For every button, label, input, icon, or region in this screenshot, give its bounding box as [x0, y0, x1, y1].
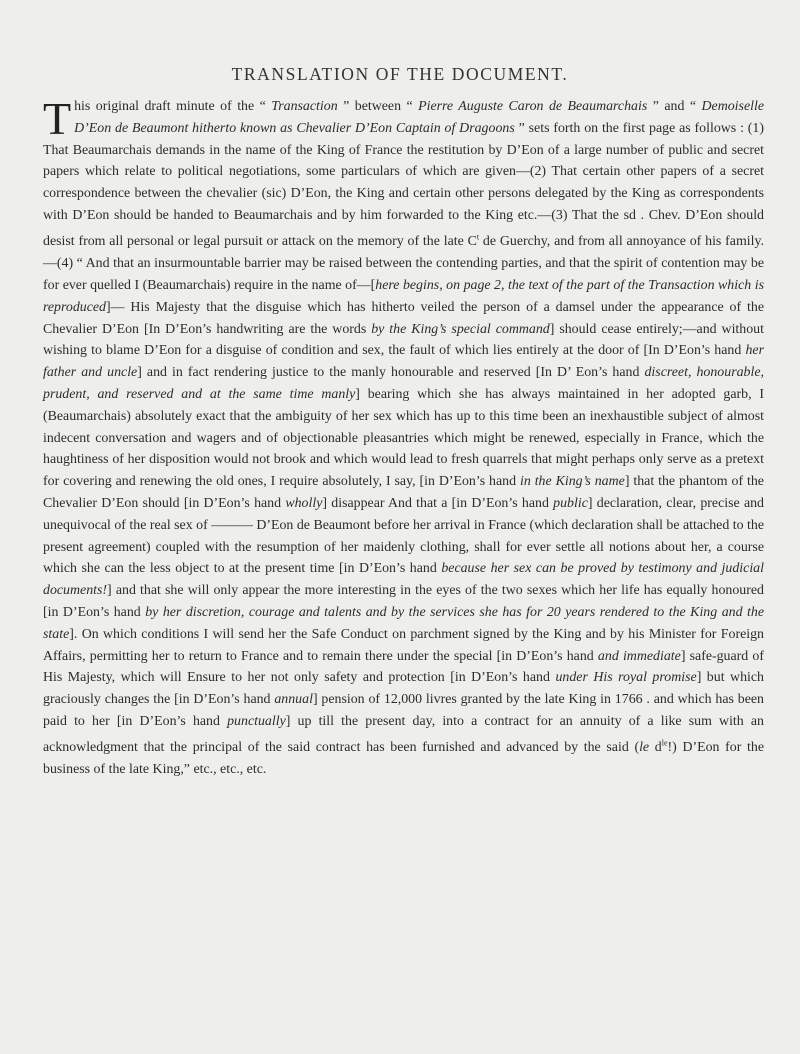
text-run: ” between “: [337, 99, 419, 114]
text-run: his original draft minute of the “: [74, 99, 272, 114]
text-run: ] and in fact rendering justice to the manly honourable and reserved [In D’ Eon’s hand: [137, 365, 645, 381]
italic-text: by her discretion, courage and talents and by the services she has for 20 years rendered to the King and the state: [43, 604, 764, 642]
italic-text: punctually: [227, 713, 286, 729]
italic-text: because her sex can be proved by testimony and judicial documents!: [43, 561, 764, 599]
text-run: ] bearing which she has always maintained in her adopted garb, I (Beaumarchais) absolutely exact that the ambiguity of her sex which has up to this time been an inexhaustible subject of almost indecent conversation and wagers and of objectionable pleasantries which might be renewed, especially in France, which the haughtiness of her disposition would not brook and which would lead to fresh quarrels that might perhaps only serve as a pretext for covering and renewing the old ones, I require absolutely, I say, [in D’Eon’s hand: [43, 386, 764, 490]
text-run: de Guerchy, and from all annoyance of his family.—(4) “ And that an insurmountable barrier may be raised between the contending parties, and that the spirit of contention may be for ever quelled I (Beaumarchais) require in the name of—[: [43, 234, 764, 293]
paragraph-text: [43, 93, 765, 778]
text-run: ] should cease entirely;—and without wishing to blame D’Eon for a disguise of condition and sex, the fault of which lies entirely at the door of [In D’Eon’s hand: [43, 321, 764, 359]
italic-text: annual: [274, 692, 313, 708]
superscript-text: t: [476, 232, 480, 242]
text-run: d: [649, 740, 662, 756]
text-run: ] and that she will only appear the more interesting in the eyes of the two sexes which her life has equally honoured [in D’Eon’s hand: [43, 583, 764, 620]
document-title: TRANSLATION OF THE DOCUMENT.: [231, 64, 569, 84]
text-run: ]— His Majesty that the disguise which has hitherto veiled the person of a damsel under the appearance of the Chevalier D’Eon [In D’Eon’s handwriting are the words: [43, 299, 764, 337]
text-run: ] that the phantom of the Chevalier D’Eon should [in D’Eon’s hand: [43, 474, 764, 511]
text-run: !) D’Eon for the business of the late King,” etc., etc., etc.: [43, 740, 764, 778]
italic-text: Pierre Auguste Caron de Beaumarchais: [418, 99, 648, 114]
text-run: ] disappear And that a [in D’Eon’s hand: [322, 495, 554, 511]
italic-text: her father and uncle: [43, 343, 764, 381]
text-run: ]. On which conditions I will send her the Safe Conduct on parchment signed by the King and by his Minister for Foreign Affairs, permitting her to return to France and to remain there under the special [in D’Eon’s hand: [43, 626, 764, 664]
text-run: ] but which graciously changes the [in D’Eon’s hand: [43, 670, 765, 708]
italic-text: by the King’s special command: [371, 321, 550, 337]
italic-text: under His royal promise: [555, 670, 697, 686]
italic-text: public: [553, 495, 588, 511]
text-run: ” sets forth on the first page as follows : (1) That Beaumarchais demands in the name of the King of France the restitution by D’Eon of a large number of public and secret papers which relate to political negotiations, some particulars of which are given—(2) That certain other papers of a secret correspondence between the chevalier (sic) D’Eon, the King and certain other persons delegated by the King as correspondents with D’Eon should be handed to Beaumarchais and by him forwarded to the King etc.—(3) That the sd . Chev. D’Eon should desist from all personal or legal pursuit or attack on the memory of the late C: [43, 120, 764, 250]
text-run: ] up till the present day, into a contract for an annuity of a like sum with an acknowledgment that the principal of the said contract has been furnished and advanced by the said (: [43, 713, 764, 756]
translation-paragraph: [43, 93, 765, 781]
text-run: ] pension of 12,000 livres granted by the late King in 1766 . and which has been paid to her [in D’Eon’s hand: [43, 692, 764, 729]
italic-text: Demoiselle D’Eon de Beaumont hitherto known as Chevalier D’Eon Captain of Dragoons: [74, 99, 764, 136]
text-run: ] safe-guard of His Majesty, which will Ensure to her not only safety and protection [in D’Eon’s hand: [43, 648, 764, 686]
italic-text: in the King’s name: [519, 474, 625, 490]
italic-text: discreet, honourable, prudent, and reserved and at the same time manly: [43, 365, 764, 402]
drop-cap: T: [43, 93, 72, 144]
italic-text: Transaction: [271, 99, 338, 114]
text-run: ] declaration, clear, precise and unequivocal of the real sex of ——— D’Eon de Beaumont before her arrival in France (which declaration shall be attached to the present agreement) coupled with the resumption of her maidenly clothing, shall for ever settle all notions about her, a course which she can the less object to at the present time [in D’Eon’s hand: [43, 495, 764, 577]
italic-text: le: [639, 740, 650, 756]
italic-text: and immediate: [597, 648, 681, 664]
italic-text: here begins, on page 2, the text of the part of the Transaction which is reproduced: [43, 278, 764, 315]
text-run: ” and “: [647, 99, 702, 114]
superscript-text: le: [661, 738, 668, 748]
italic-text: wholly: [285, 495, 323, 511]
